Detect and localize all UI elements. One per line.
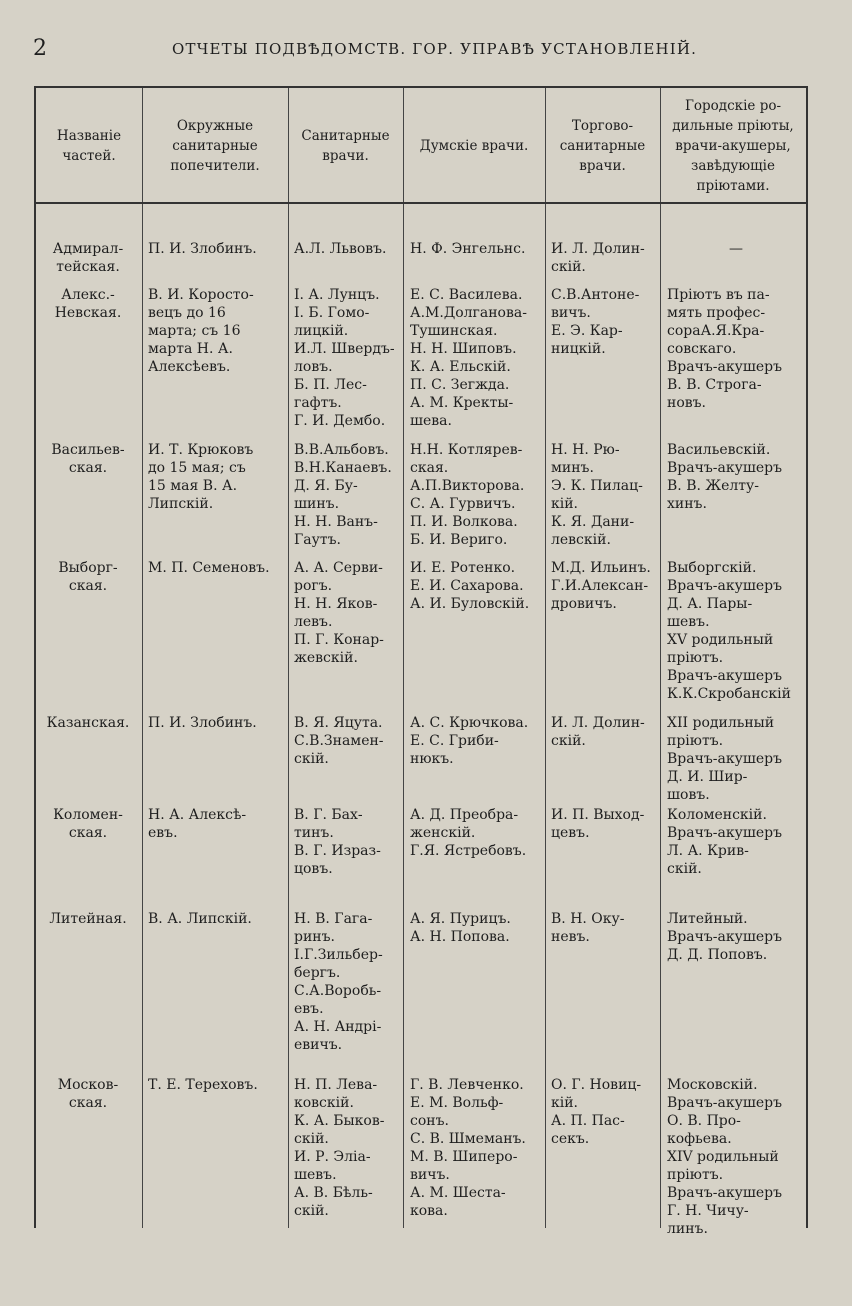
cell-line: бергъ. — [294, 965, 341, 981]
cell-line: XV родильный — [667, 632, 774, 648]
cell-line: Васильев- — [51, 442, 125, 458]
table-cell-trade-sanitary-doctors — [551, 910, 659, 946]
header-line: врачи-акушеры, — [675, 138, 791, 154]
table-cell-maternity-shelters — [667, 1076, 805, 1238]
cell-line: ская. — [68, 460, 108, 476]
cell-line: ринъ. — [294, 929, 335, 945]
cell-line: В. Я. Яцута. — [294, 715, 383, 731]
table-cell-duma-doctors — [410, 1076, 546, 1220]
column-header-trade-sanitary-doctors — [545, 92, 660, 200]
cell-line: цовъ. — [294, 861, 333, 877]
cell-line: П. И. Злобинъ. — [148, 241, 257, 257]
cell-line: дровичъ. — [551, 596, 617, 612]
cell-line: 15 мая В. А. — [148, 478, 238, 494]
cell-line: А.М.Долганова- — [410, 305, 527, 321]
cell-line: А. Н. Андрі- — [294, 1019, 382, 1035]
table-cell-maternity-shelters — [667, 714, 805, 804]
cell-line: Врачъ-акушеръ — [667, 751, 782, 767]
header-line: завѣдующіе — [690, 158, 775, 174]
cell-line: В. Г. Израз- — [294, 843, 381, 859]
table-cell-district-name — [40, 441, 136, 477]
cell-line: евъ. — [294, 1001, 324, 1017]
header-line: Названіе — [56, 128, 122, 144]
cell-line: евичъ. — [294, 1037, 343, 1053]
table-cell-maternity-shelters — [667, 559, 805, 703]
cell-line: М. В. Шиперо- — [410, 1149, 518, 1165]
column-header-duma-doctors — [403, 92, 545, 200]
table-cell-district-name — [40, 286, 136, 322]
cell-line: В. В. Строга- — [667, 377, 762, 393]
table-cell-trade-sanitary-doctors — [551, 559, 659, 613]
table-cell-district-trustee — [148, 286, 288, 376]
cell-line: В. Н. Оку- — [551, 911, 625, 927]
cell-line: Н. Н. Яков- — [294, 596, 378, 612]
table-cell-sanitary-doctors — [294, 1076, 402, 1220]
column-header-district-trustee — [142, 92, 288, 200]
header-line: пріютами. — [696, 178, 770, 194]
cell-line: Тушинская. — [410, 323, 498, 339]
table-cell-maternity-shelters — [667, 806, 805, 878]
cell-line: И. П. Выход- — [551, 807, 645, 823]
cell-line: Г. Н. Чичу- — [667, 1203, 749, 1219]
table-cell-district-name — [40, 714, 136, 732]
cell-line: скій. — [551, 733, 586, 749]
cell-line: А. В. Бѣль- — [294, 1185, 373, 1201]
cell-line: Г.Я. Ястребовъ. — [410, 843, 527, 859]
cell-line: Литейный. — [667, 911, 748, 927]
cell-line: А. С. Крючкова. — [410, 715, 529, 731]
cell-line: кофьева. — [667, 1131, 732, 1147]
table-cell-maternity-shelters — [667, 240, 805, 258]
cell-line: А.П.Викторова. — [410, 478, 525, 494]
cell-line: А. М. Шеста- — [410, 1185, 506, 1201]
cell-line: ская. — [68, 825, 108, 841]
cell-line: XIV родильный — [667, 1149, 779, 1165]
cell-line: Москов- — [57, 1077, 119, 1093]
cell-line: кій. — [551, 496, 579, 512]
cell-line: левъ. — [294, 614, 333, 630]
header-line: частей. — [62, 148, 116, 164]
cell-line: Врачъ-акушеръ — [667, 578, 782, 594]
cell-line: сораА.Я.Кра- — [667, 323, 765, 339]
cell-line: шева. — [410, 413, 452, 429]
cell-line: левскій. — [551, 532, 611, 548]
table-cell-district-trustee — [148, 806, 288, 842]
cell-line: Г. В. Левченко. — [410, 1077, 524, 1093]
cell-line: пріютъ. — [667, 733, 724, 749]
column-divider — [142, 88, 143, 1228]
cell-line: М. П. Семеновъ. — [148, 560, 270, 576]
cell-line: Врачъ-акушеръ — [667, 1095, 782, 1111]
cell-line: скій. — [294, 1203, 329, 1219]
cell-line: скій. — [551, 259, 586, 275]
cell-line: Н. Н. Шиповъ. — [410, 341, 517, 357]
cell-line: Б. П. Лес- — [294, 377, 367, 393]
table-cell-maternity-shelters — [667, 910, 805, 964]
table-cell-district-trustee — [148, 240, 288, 258]
cell-line: А. А. Серви- — [294, 560, 383, 576]
cell-line: пріютъ. — [667, 650, 724, 666]
cell-line: В. Г. Бах- — [294, 807, 363, 823]
cell-line: новъ. — [667, 395, 706, 411]
table-cell-district-trustee — [148, 1076, 288, 1094]
cell-line: И. Е. Ротенко. — [410, 560, 516, 576]
cell-line: ская. — [410, 460, 449, 476]
cell-line: І.Г.Зильбер- — [294, 947, 383, 963]
cell-line: В. А. Липскій. — [148, 911, 252, 927]
cell-line: М.Д. Ильинъ. — [551, 560, 651, 576]
cell-line: Н. В. Гага- — [294, 911, 373, 927]
cell-line: кова. — [410, 1203, 448, 1219]
cell-line: Врачъ-акушеръ — [667, 1185, 782, 1201]
cell-line: женскій. — [410, 825, 476, 841]
cell-line: В.В.Альбовъ. — [294, 442, 389, 458]
cell-line: К. Я. Дани- — [551, 514, 635, 530]
cell-line: Васильевскій. — [667, 442, 771, 458]
cell-line: А. Д. Преобра- — [410, 807, 519, 823]
cell-line: Алексѣевъ. — [148, 359, 231, 375]
cell-line: ская. — [68, 1095, 108, 1111]
cell-line: Врачъ-акушеръ — [667, 929, 782, 945]
table-cell-trade-sanitary-doctors — [551, 806, 659, 842]
cell-line: ницкій. — [551, 341, 606, 357]
cell-line: Э. К. Пилац- — [551, 478, 643, 494]
cell-line: Коломен- — [53, 807, 123, 823]
cell-line: лицкій. — [294, 323, 349, 339]
cell-line: ловъ. — [294, 359, 333, 375]
cell-line: — — [729, 241, 743, 257]
cell-line: В.Н.Канаевъ. — [294, 460, 392, 476]
cell-line: вецъ до 16 — [148, 305, 226, 321]
cell-line: Г.И.Алексан- — [551, 578, 649, 594]
cell-line: П. И. Волкова. — [410, 514, 518, 530]
table-cell-trade-sanitary-doctors — [551, 714, 659, 750]
table-cell-district-trustee — [148, 441, 288, 513]
cell-line: мять профес- — [667, 305, 766, 321]
cell-line: совскаго. — [667, 341, 737, 357]
cell-line: Московскій. — [667, 1077, 758, 1093]
cell-line: Липскій. — [148, 496, 214, 512]
cell-line: Коломенскій. — [667, 807, 767, 823]
cell-line: А. И. Буловскій. — [410, 596, 530, 612]
column-divider — [288, 88, 289, 1228]
cell-line: рогъ. — [294, 578, 333, 594]
table-cell-maternity-shelters — [667, 441, 805, 513]
cell-line: К. А. Ельскій. — [410, 359, 511, 375]
cell-line: скій. — [294, 1131, 329, 1147]
table-cell-duma-doctors — [410, 240, 546, 258]
cell-line: шевъ. — [667, 614, 710, 630]
table-cell-duma-doctors — [410, 441, 546, 549]
cell-line: А. М. Кректы- — [410, 395, 514, 411]
header-line: врачи. — [579, 158, 626, 174]
cell-line: В. И. Коросто- — [148, 287, 254, 303]
cell-line: Е. М. Вольф- — [410, 1095, 504, 1111]
page-number: 2 — [33, 36, 47, 61]
cell-line: І. Б. Гомо- — [294, 305, 370, 321]
header-line: санитарные — [172, 138, 258, 154]
cell-line: Литейная. — [49, 911, 127, 927]
cell-line: Выборгскій. — [667, 560, 757, 576]
cell-line: Врачъ-акушеръ — [667, 825, 782, 841]
cell-line: вичъ. — [551, 305, 591, 321]
cell-line: тейская. — [56, 259, 120, 275]
cell-line: С. А. Гурвичъ. — [410, 496, 516, 512]
table-cell-duma-doctors — [410, 286, 546, 430]
cell-line: Л. А. Крив- — [667, 843, 749, 859]
cell-line: секъ. — [551, 1131, 590, 1147]
cell-line: К.К.Скробанскій — [667, 686, 791, 702]
cell-line: С.А.Воробь- — [294, 983, 382, 999]
cell-line: Д. А. Пары- — [667, 596, 753, 612]
table-cell-duma-doctors — [410, 806, 546, 860]
cell-line: Г. И. Дембо. — [294, 413, 386, 429]
cell-line: Н. А. Алексѣ- — [148, 807, 247, 823]
cell-line: Е. Э. Кар- — [551, 323, 623, 339]
cell-line: скій. — [667, 861, 702, 877]
cell-line: Алекс.- — [61, 287, 115, 303]
cell-line: XII родильный — [667, 715, 775, 731]
register-table — [34, 86, 808, 1237]
table-cell-sanitary-doctors — [294, 441, 402, 549]
cell-line: Е. С. Гриби- — [410, 733, 499, 749]
cell-line: Выборг- — [58, 560, 118, 576]
header-line: врачи. — [322, 148, 369, 164]
cell-line: Невская. — [54, 305, 122, 321]
table-cell-district-name — [40, 240, 136, 276]
cell-line: И. Л. Долин- — [551, 715, 645, 731]
table-cell-district-name — [40, 1076, 136, 1112]
cell-line: Д. Я. Бу- — [294, 478, 358, 494]
table-cell-duma-doctors — [410, 714, 546, 768]
cell-line: гафтъ. — [294, 395, 342, 411]
cell-line: А. П. Пас- — [551, 1113, 625, 1129]
table-cell-trade-sanitary-doctors — [551, 240, 659, 276]
cell-line: А. Я. Пурицъ. — [410, 911, 511, 927]
header-line: санитарные — [559, 138, 646, 154]
cell-line: Н. П. Лева- — [294, 1077, 378, 1093]
cell-line: С.В.Антоне- — [551, 287, 640, 303]
table-cell-trade-sanitary-doctors — [551, 441, 659, 549]
cell-line: И.Л. Швердъ- — [294, 341, 395, 357]
cell-line: кій. — [551, 1095, 579, 1111]
table-cell-district-name — [40, 806, 136, 842]
table-cell-trade-sanitary-doctors — [551, 286, 659, 358]
cell-line: хинъ. — [667, 496, 707, 512]
cell-line: Т. Е. Тереховъ. — [148, 1077, 258, 1093]
header-line: Думскіе врачи. — [419, 138, 529, 154]
cell-line: Д. Д. Поповъ. — [667, 947, 768, 963]
cell-line: С. В. Шмеманъ. — [410, 1131, 526, 1147]
cell-line: П. И. Злобинъ. — [148, 715, 257, 731]
running-head: ОТЧЕТЫ ПОДВѢДОМСТВ. ГОР. УПРАВѢ УСТАНОВЛЕНІЙ. — [172, 40, 698, 58]
cell-line: скій. — [294, 751, 329, 767]
header-line: попечители. — [170, 158, 260, 174]
cell-line: ковскій. — [294, 1095, 354, 1111]
header-line: Торгово- — [571, 118, 634, 134]
cell-line: Е. С. Василева. — [410, 287, 523, 303]
cell-line: марта Н. А. — [148, 341, 233, 357]
header-line: Санитарные — [301, 128, 390, 144]
cell-line: марта; съ 16 — [148, 323, 241, 339]
cell-line: Пріютъ въ па- — [667, 287, 770, 303]
cell-line: Е. И. Сахарова. — [410, 578, 524, 594]
cell-line: линъ. — [667, 1221, 708, 1237]
table-cell-sanitary-doctors — [294, 559, 402, 667]
cell-line: шинъ. — [294, 496, 340, 512]
column-divider — [660, 88, 661, 1228]
table-cell-sanitary-doctors — [294, 286, 402, 430]
cell-line: до 15 мая; съ — [148, 460, 246, 476]
cell-line: О. Г. Новиц- — [551, 1077, 642, 1093]
table-cell-district-name — [40, 559, 136, 595]
cell-line: Гаутъ. — [294, 532, 341, 548]
cell-line: І. А. Лунцъ. — [294, 287, 380, 303]
cell-line: Б. И. Вериго. — [410, 532, 508, 548]
cell-line: пріютъ. — [667, 1167, 724, 1183]
column-header-sanitary-doctors — [288, 92, 403, 200]
header-line: Окружные — [176, 118, 254, 134]
cell-line: Н. Н. Рю- — [551, 442, 620, 458]
table-cell-duma-doctors — [410, 910, 546, 946]
table-cell-sanitary-doctors — [294, 806, 402, 878]
cell-line: невъ. — [551, 929, 590, 945]
cell-line: Казанская. — [46, 715, 130, 731]
table-cell-sanitary-doctors — [294, 910, 402, 1054]
cell-line: шевъ. — [294, 1167, 337, 1183]
cell-line: О. В. Про- — [667, 1113, 741, 1129]
header-line: Городскіе ро- — [684, 98, 782, 114]
cell-line: П. Г. Конар- — [294, 632, 384, 648]
cell-line: П. С. Зегжда. — [410, 377, 510, 393]
cell-line: вичъ. — [410, 1167, 450, 1183]
cell-line: жевскій. — [294, 650, 358, 666]
cell-line: Д. И. Шир- — [667, 769, 748, 785]
cell-line: И. Р. Эліа- — [294, 1149, 371, 1165]
column-divider — [545, 88, 546, 1228]
table-cell-maternity-shelters — [667, 286, 805, 412]
table-cell-district-trustee — [148, 559, 288, 577]
cell-line: И. Л. Долин- — [551, 241, 645, 257]
cell-line: С.В.Знамен- — [294, 733, 384, 749]
cell-line: Врачъ-акушеръ — [667, 668, 782, 684]
table-cell-duma-doctors — [410, 559, 546, 613]
cell-line: А.Л. Львовъ. — [294, 241, 387, 257]
table-cell-district-trustee — [148, 714, 288, 732]
table-cell-trade-sanitary-doctors — [551, 1076, 659, 1148]
cell-line: Врачъ-акушеръ — [667, 359, 782, 375]
cell-line: нюкъ. — [410, 751, 454, 767]
table-cell-district-trustee — [148, 910, 288, 928]
cell-line: минъ. — [551, 460, 594, 476]
cell-line: Адмирал- — [52, 241, 124, 257]
header-rule — [36, 202, 806, 204]
cell-line: шовъ. — [667, 787, 710, 803]
cell-line: Врачъ-акушеръ — [667, 460, 782, 476]
column-header-district-name — [36, 92, 142, 200]
table-cell-district-name — [40, 910, 136, 928]
cell-line: Н. Н. Ванъ- — [294, 514, 378, 530]
column-header-maternity-shelters — [660, 92, 806, 200]
cell-line: цевъ. — [551, 825, 590, 841]
cell-line: К. А. Быков- — [294, 1113, 385, 1129]
cell-line: А. Н. Попова. — [410, 929, 510, 945]
cell-line: И. Т. Крюковъ — [148, 442, 254, 458]
cell-line: сонъ. — [410, 1113, 449, 1129]
cell-line: евъ. — [148, 825, 178, 841]
table-cell-sanitary-doctors — [294, 240, 402, 258]
cell-line: Н. Ф. Энгельнс. — [410, 241, 526, 257]
cell-line: тинъ. — [294, 825, 334, 841]
column-divider — [403, 88, 404, 1228]
header-line: дильные пріюты, — [672, 118, 794, 134]
cell-line: ская. — [68, 578, 108, 594]
cell-line: В. В. Желту- — [667, 478, 759, 494]
cell-line: Н.Н. Котлярев- — [410, 442, 523, 458]
table-cell-sanitary-doctors — [294, 714, 402, 768]
